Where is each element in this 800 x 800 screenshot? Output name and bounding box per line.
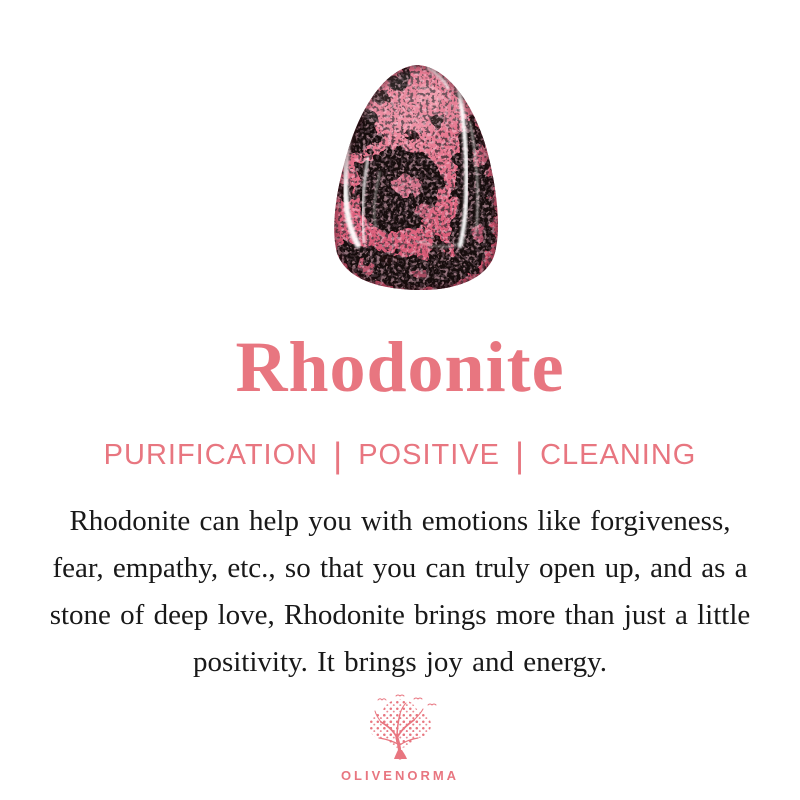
description-line: stone of deep love, Rhodonite brings more than just a little: [49, 599, 751, 631]
description-line: fear, empathy, etc., so that you can truly open up, and as a: [52, 552, 748, 584]
stone-photo-wrap: [320, 62, 510, 292]
description-line: positivity. It brings joy and energy.: [192, 646, 608, 678]
tagline-item-positive: POSITIVE: [358, 439, 500, 471]
tagline-divider: |: [333, 436, 344, 475]
tree-logo-icon: [350, 694, 450, 760]
rhodonite-stone-image: [320, 62, 510, 292]
tagline: [0, 436, 800, 475]
brand-logo: [0, 694, 800, 783]
description-line: Rhodonite can help you with emotions like forgiveness,: [69, 505, 731, 537]
tagline-item-cleaning: CLEANING: [540, 439, 697, 471]
tagline-divider: |: [514, 436, 526, 475]
brand-name: OLIVENORMA: [340, 768, 460, 783]
tagline-item-purification: PURIFICATION: [103, 439, 319, 471]
description: [0, 498, 800, 686]
page-title: Rhodonite: [235, 327, 565, 407]
